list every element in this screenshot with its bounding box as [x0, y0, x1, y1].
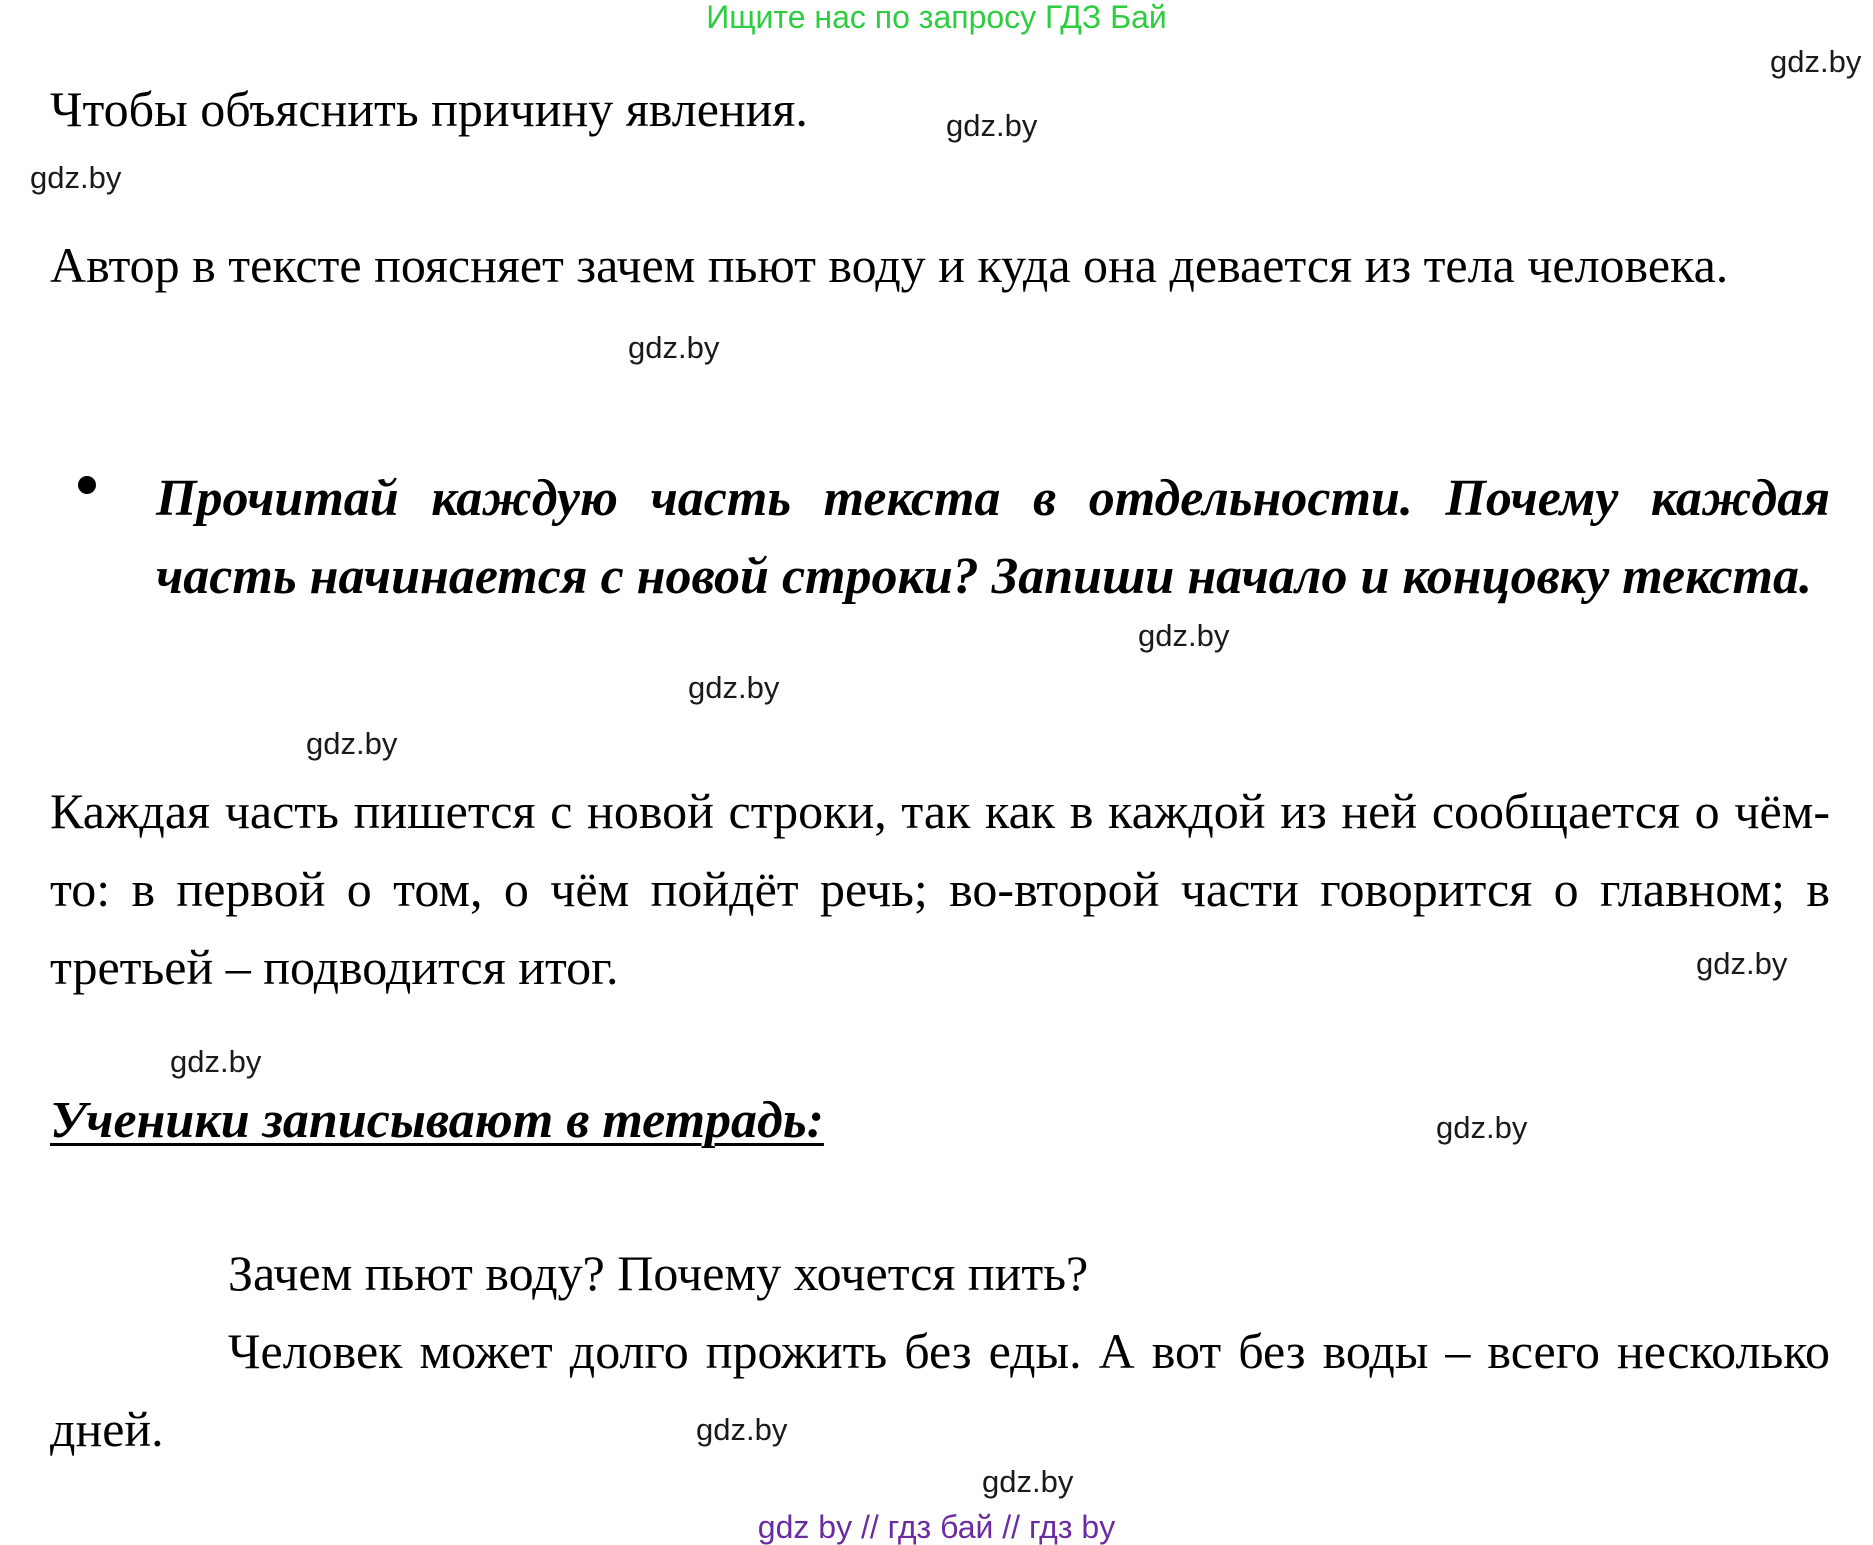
watermark: gdz.by	[982, 1464, 1074, 1499]
watermark: gdz.by	[1138, 618, 1230, 653]
bottom-banner: gdz by // гдз бай // гдз by	[757, 1509, 1116, 1545]
watermark: gdz.by	[946, 108, 1038, 143]
watermark: gdz.by	[1770, 44, 1862, 79]
notebook-heading: Ученики записывают в тетрадь:	[50, 1092, 824, 1149]
answer-parts-explanation: Каждая часть пишется с новой строки, так как в каждой из ней сообщается о чём-то: в первой о том, о чём пойдёт речь; во-второй части говорится о главном; в третьей – подводится итог.	[50, 783, 1830, 995]
watermark: gdz.by	[1436, 1110, 1528, 1145]
watermark: gdz.by	[628, 330, 720, 365]
answer-purpose: Чтобы объяснить причину явления.	[50, 81, 808, 137]
bullet-icon	[78, 476, 96, 494]
top-banner: Ищите нас по запросу ГДЗ Бай	[706, 0, 1167, 35]
watermark: gdz.by	[696, 1412, 788, 1447]
notebook-line-statement: Человек может долго прожить без еды. А вот без воды – всего несколько дней.	[50, 1323, 1830, 1457]
answer-author-explains: Автор в тексте поясняет зачем пьют воду и куда она девается из тела человека.	[50, 237, 1729, 293]
notebook-line-question: Зачем пьют воду? Почему хочется пить?	[228, 1245, 1089, 1301]
task-instruction: Прочитай каждую часть текста в отдельности. Почему каждая часть начинается с новой строки? Запиши начало и концовку текста.	[156, 470, 1830, 605]
watermark: gdz.by	[1696, 946, 1788, 981]
watermark: gdz.by	[30, 160, 122, 195]
watermark: gdz.by	[306, 726, 398, 761]
watermark: gdz.by	[688, 670, 780, 705]
watermark: gdz.by	[170, 1044, 262, 1079]
